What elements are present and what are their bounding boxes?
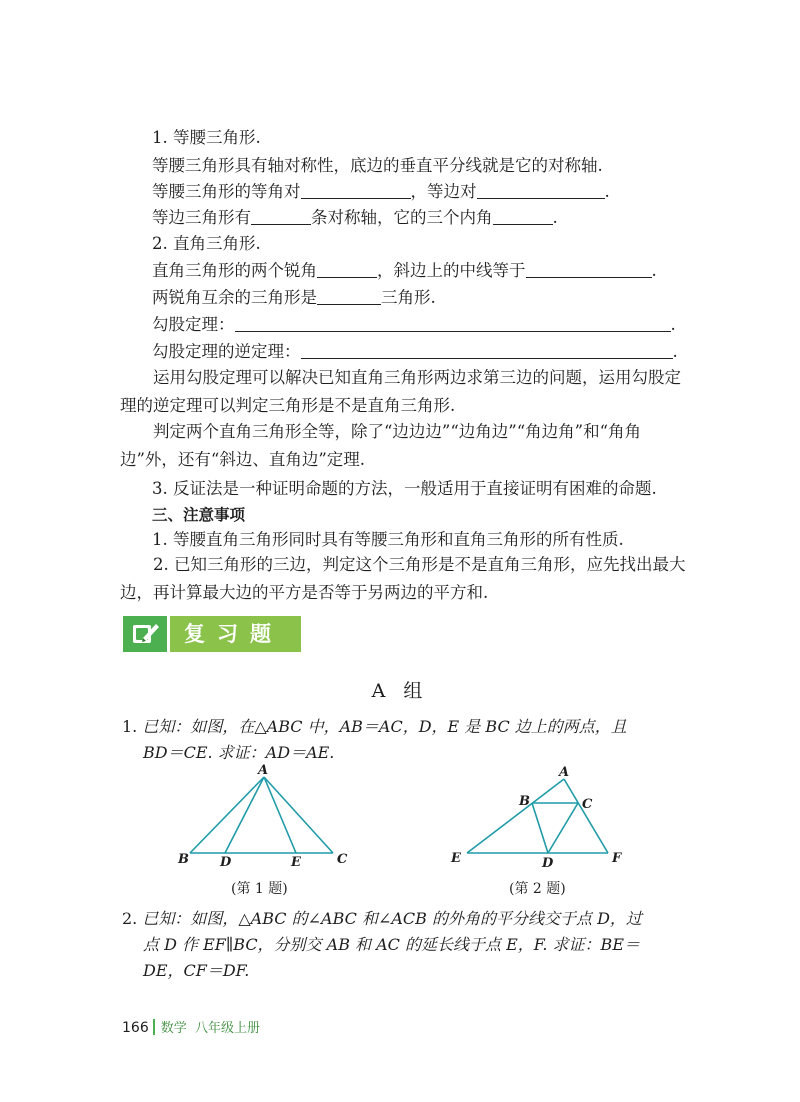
exercise-1-number: 1. (122, 717, 138, 736)
equilateral-line (152, 207, 558, 229)
exercise-2-line-1: 已知：如图，△ABC 的∠ABC 和∠ACB 的外角的平分线交于点 D，过 (142, 909, 642, 928)
fill-blank-equal-angles[interactable] (301, 182, 411, 199)
period: . (552, 208, 558, 227)
review-icon-box (123, 616, 167, 652)
fig2-label-c: C (582, 797, 593, 812)
isosceles-angles-mid: ，等边对 (410, 182, 477, 201)
exercise-2-line-2: 点 D 作 EF∥BC，分别交 AB 和 AC 的延长线于点 E，F. 求证：BE＝ (143, 935, 640, 954)
figure-2-caption: (第 2 题) (509, 881, 566, 897)
equilateral-mid: 条对称轴，它的三个内角 (311, 208, 493, 227)
right-acute-line (152, 260, 657, 282)
period: . (672, 342, 678, 361)
fig1-label-d: D (220, 855, 232, 870)
isosceles-heading: 1. 等腰三角形. (152, 128, 261, 147)
fig1-label-b: B (178, 852, 189, 867)
fig1-side-ab (190, 777, 264, 853)
fig2-segment-cd (548, 803, 578, 853)
contradiction-text: 3. 反证法是一种证明命题的方法，一般适用于直接证明有困难的命题. (152, 479, 657, 498)
page-number: 166 (122, 1020, 149, 1036)
fill-blank-interior-angles[interactable] (493, 208, 553, 225)
group-title: A 组 (371, 680, 429, 702)
fill-blank-triangle-type[interactable] (317, 288, 381, 305)
complementary-line (152, 287, 436, 309)
pythagorean-converse-label: 勾股定理的逆定理： (152, 342, 301, 361)
fill-blank-median[interactable] (526, 261, 652, 278)
exercise-2 (122, 906, 682, 984)
fig1-side-ac (264, 777, 333, 853)
fig1-segment-ae (264, 777, 296, 853)
equilateral-prefix: 等边三角形有 (152, 208, 251, 227)
review-title: 复习题 (170, 616, 301, 652)
fig1-label-c: C (337, 852, 348, 867)
fill-blank-converse[interactable] (301, 342, 673, 359)
fig2-label-f: F (612, 851, 622, 866)
figure-2 (445, 760, 635, 872)
congruence-paragraph: 判定两个直角三角形全等，除了“边边边”“边角边”“角边角”和“角角边”外，还有“斜边、直角边”定理. (120, 422, 642, 469)
figure-1 (170, 760, 360, 872)
isosceles-angles-line (152, 181, 610, 203)
exercise-1-line-2: BD＝CE. 求证：AD＝AE. (143, 743, 335, 762)
fig2-label-e: E (451, 851, 461, 866)
complementary-suffix: 三角形. (381, 288, 436, 307)
fig2-label-b: B (519, 794, 530, 809)
page-footer (122, 1017, 260, 1036)
period: . (604, 182, 610, 201)
fill-blank-pythagorean[interactable] (235, 315, 671, 332)
fig1-segment-ad (225, 777, 264, 853)
notes-heading: 三、注意事项 (152, 506, 246, 524)
fig2-label-a: A (559, 765, 570, 780)
note-2: 2. 已知三角形的三边，判定这个三角形是不是直角三角形，应先找出最大边，再计算最大边的平方是否等于另两边的平方和. (120, 555, 686, 602)
pythagorean-line (152, 314, 676, 336)
fill-blank-symmetry-axes[interactable] (251, 208, 311, 225)
exercise-1-line-1: 已知：如图，在△ABC 中，AB＝AC，D，E 是 BC 边上的两点，且 (142, 717, 627, 736)
review-section-header (123, 616, 301, 652)
fig2-segment-bd (532, 803, 548, 853)
fig2-label-d: D (542, 856, 554, 871)
right-acute-mid: ，斜边上的中线等于 (377, 261, 526, 280)
isosceles-angles-prefix: 等腰三角形的等角对 (152, 182, 301, 201)
exercise-2-number: 2. (122, 909, 138, 928)
figure-1-caption: (第 1 题) (231, 881, 288, 897)
footer-divider (153, 1019, 155, 1035)
fig2-line-ae (467, 779, 564, 853)
period: . (651, 261, 657, 280)
pencil-note-icon (123, 616, 167, 652)
pythagorean-label: 勾股定理： (152, 315, 235, 334)
exercise-1 (122, 714, 682, 766)
fill-blank-equal-sides[interactable] (477, 182, 605, 199)
fig1-label-a: A (258, 763, 269, 778)
pythagorean-converse-line (152, 341, 678, 363)
fill-blank-acute-angles[interactable] (317, 261, 377, 278)
complementary-prefix: 两锐角互余的三角形是 (152, 288, 317, 307)
exercise-2-line-3: DE，CF＝DF. (143, 961, 250, 980)
fig1-label-e: E (291, 855, 301, 870)
right-acute-prefix: 直角三角形的两个锐角 (152, 261, 317, 280)
pythagorean-use-paragraph: 运用勾股定理可以解决已知直角三角形两边求第三边的问题，运用勾股定理的逆定理可以判定三角形是不是直角三角形. (120, 368, 681, 415)
footer-book: 八年级上册 (195, 1021, 261, 1036)
period: . (670, 315, 676, 334)
right-triangle-heading: 2. 直角三角形. (152, 234, 261, 253)
isosceles-symmetry-text: 等腰三角形具有轴对称性，底边的垂直平分线就是它的对称轴. (152, 156, 603, 175)
note-1: 1. 等腰直角三角形同时具有等腰三角形和直角三角形的所有性质. (152, 530, 624, 549)
footer-subject: 数学 (160, 1021, 187, 1036)
